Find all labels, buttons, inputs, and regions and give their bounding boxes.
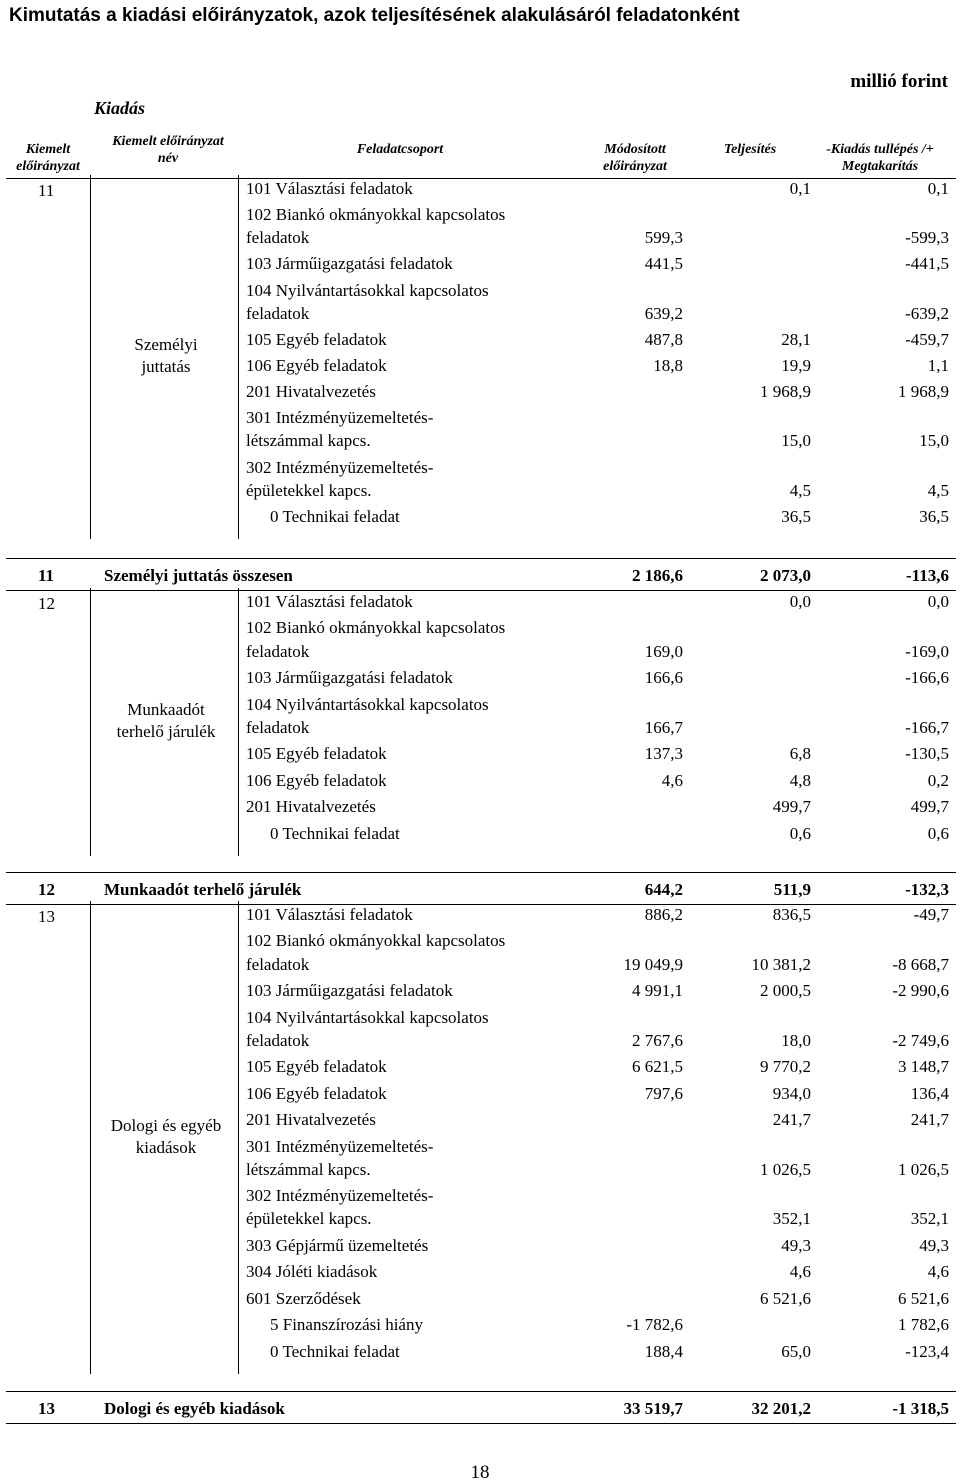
row-label: 105 Egyéb feladatok xyxy=(246,1057,387,1077)
total-rule-bottom xyxy=(6,1423,956,1424)
tullepes-value: 4,5 xyxy=(927,480,949,500)
row-label: 103 Járműigazgatási feladatok xyxy=(246,668,453,688)
total-teljesites: 2 073,0 xyxy=(760,566,811,585)
total-label: Munkaadót terhelő járulék xyxy=(104,880,302,899)
kiadas-header: Kiadás xyxy=(94,98,146,118)
tullepes-value: -459,7 xyxy=(905,329,949,349)
modositott-value: 6 621,5 xyxy=(632,1057,683,1077)
total-teljesites: 32 201,2 xyxy=(751,1399,811,1418)
modositott-value: -1 782,6 xyxy=(626,1315,683,1335)
teljesites-value: 49,3 xyxy=(781,1235,811,1255)
row-label: 102 Biankó okmányokkal kapcsolatos xyxy=(246,931,506,951)
modositott-value: 2 767,6 xyxy=(632,1030,683,1050)
group-name: Személyi juttatás xyxy=(134,335,198,376)
row-label: 201 Hivatalvezetés xyxy=(246,382,376,402)
header-kiemelt-nev: Kiemelt előirányzat név xyxy=(112,134,224,166)
row-label: 103 Járműigazgatási feladatok xyxy=(246,981,453,1001)
teljesites-value: 352,1 xyxy=(772,1209,811,1229)
modositott-value: 19 049,9 xyxy=(623,954,683,974)
group-code: 12 xyxy=(38,594,55,613)
modositott-value: 188,4 xyxy=(644,1341,683,1361)
row-label: 106 Egyéb feladatok xyxy=(246,770,387,790)
tullepes-value: 0,2 xyxy=(927,770,949,790)
tullepes-value: 4,6 xyxy=(927,1262,949,1282)
modositott-value: 137,3 xyxy=(644,744,683,764)
tullepes-value: 1 968,9 xyxy=(898,382,949,402)
row-label: 104 Nyilvántartásokkal kapcsolatos xyxy=(246,280,489,300)
tullepes-value: 0,1 xyxy=(927,179,949,198)
row-label: feladatok xyxy=(246,303,310,323)
group-name: Dologi és egyéb kiadások xyxy=(110,1115,222,1157)
tullepes-value: 15,0 xyxy=(919,431,949,451)
tullepes-value: 0,6 xyxy=(927,823,949,843)
total-code: 12 xyxy=(38,880,55,899)
row-label: 104 Nyilvántartásokkal kapcsolatos xyxy=(246,1007,489,1027)
tullepes-value: 3 148,7 xyxy=(898,1057,949,1077)
row-label: 304 Jóléti kiadások xyxy=(246,1262,378,1282)
modositott-value: 797,6 xyxy=(644,1083,683,1103)
row-label: 105 Egyéb feladatok xyxy=(246,744,387,764)
modositott-value: 639,2 xyxy=(644,303,683,323)
column-separator xyxy=(238,175,239,539)
tullepes-value: 49,3 xyxy=(919,1235,949,1255)
header-rule xyxy=(6,178,956,179)
teljesites-value: 36,5 xyxy=(781,506,811,526)
tullepes-value: 1 782,6 xyxy=(898,1315,949,1335)
header-tullepes: -Kiadás tullépés /+ Megtakarítás xyxy=(826,142,934,174)
tullepes-value: -441,5 xyxy=(905,254,949,274)
total-tullepes: -113,6 xyxy=(906,566,949,585)
tullepes-value: -599,3 xyxy=(905,228,949,248)
tullepes-value: -639,2 xyxy=(905,303,949,323)
total-modositott: 33 519,7 xyxy=(623,1399,683,1418)
row-label: feladatok xyxy=(246,1030,310,1050)
tullepes-value: 241,7 xyxy=(910,1110,949,1130)
header-modositott: Módosított előirányzat xyxy=(603,142,667,174)
tullepes-value: -2 749,6 xyxy=(892,1030,949,1050)
column-separator xyxy=(90,588,91,856)
teljesites-value: 15,0 xyxy=(781,431,811,451)
row-label: 301 Intézményüzemeltetés- xyxy=(246,408,434,428)
row-label: 201 Hivatalvezetés xyxy=(246,1110,376,1130)
row-label: 106 Egyéb feladatok xyxy=(246,1083,387,1103)
tullepes-value: -49,7 xyxy=(913,905,949,924)
teljesites-value: 18,0 xyxy=(781,1030,811,1050)
row-label: 302 Intézményüzemeltetés- xyxy=(246,1186,434,1206)
column-separator xyxy=(238,901,239,1374)
row-label: feladatok xyxy=(246,228,310,248)
group-code: 11 xyxy=(38,181,55,200)
teljesites-value: 1 968,9 xyxy=(760,382,811,402)
modositott-value: 886,2 xyxy=(644,905,683,924)
header-feladatcsoport: Feladatcsoport xyxy=(356,142,444,157)
total-code: 11 xyxy=(38,566,55,585)
row-label: 102 Biankó okmányokkal kapcsolatos xyxy=(246,205,506,225)
row-label: 103 Járműigazgatási feladatok xyxy=(246,254,453,274)
teljesites-value: 9 770,2 xyxy=(760,1057,811,1077)
row-label: 105 Egyéb feladatok xyxy=(246,329,387,349)
row-label: 0 Technikai feladat xyxy=(270,1341,400,1361)
total-modositott: 2 186,6 xyxy=(632,566,683,585)
tullepes-value: -130,5 xyxy=(905,744,949,764)
tullepes-value: 6 521,6 xyxy=(898,1288,949,1308)
group-code: 13 xyxy=(38,907,55,926)
teljesites-value: 0,0 xyxy=(789,592,811,611)
row-label: létszámmal kapcs. xyxy=(246,431,371,451)
teljesites-value: 4,6 xyxy=(789,1262,811,1282)
header-kiemelt-eloiranyzat: Kiemelt előirányzat xyxy=(16,142,80,174)
row-label: 104 Nyilvántartásokkal kapcsolatos xyxy=(246,694,489,714)
row-label: 0 Technikai feladat xyxy=(270,506,400,526)
row-label: épületekkel kapcs. xyxy=(246,480,372,500)
teljesites-value: 6,8 xyxy=(789,744,811,764)
row-label: 0 Technikai feladat xyxy=(270,823,400,843)
total-label: Dologi és egyéb kiadások xyxy=(104,1399,285,1418)
row-label: 106 Egyéb feladatok xyxy=(246,356,387,375)
tullepes-value: -166,6 xyxy=(905,668,949,688)
row-label: feladatok xyxy=(246,717,310,737)
row-label: 303 Gépjármű üzemeltetés xyxy=(246,1235,429,1255)
tullepes-value: 1 026,5 xyxy=(898,1159,949,1179)
tullepes-value: 1,1 xyxy=(927,356,949,375)
modositott-value: 487,8 xyxy=(644,329,683,349)
column-separator xyxy=(90,175,91,539)
total-rule-top xyxy=(6,558,956,559)
teljesites-value: 19,9 xyxy=(781,356,811,375)
teljesites-value: 4,8 xyxy=(789,770,811,790)
tullepes-value: -8 668,7 xyxy=(892,954,949,974)
total-rule-top xyxy=(6,872,956,873)
teljesites-value: 28,1 xyxy=(781,329,811,349)
teljesites-value: 499,7 xyxy=(772,797,811,817)
teljesites-value: 0,1 xyxy=(789,179,811,198)
tullepes-value: 136,4 xyxy=(910,1083,949,1103)
tullepes-value: -2 990,6 xyxy=(892,981,949,1001)
row-label: 102 Biankó okmányokkal kapcsolatos xyxy=(246,618,506,638)
teljesites-value: 934,0 xyxy=(772,1083,811,1103)
modositott-value: 169,0 xyxy=(644,641,683,661)
row-label: épületekkel kapcs. xyxy=(246,1209,372,1229)
row-label: 5 Finanszírozási hiány xyxy=(270,1315,423,1335)
page-number: 18 xyxy=(470,1462,490,1483)
total-label: Személyi juttatás összesen xyxy=(104,566,293,585)
total-modositott: 644,2 xyxy=(644,880,683,899)
teljesites-value: 241,7 xyxy=(772,1110,811,1130)
row-label: 201 Hivatalvezetés xyxy=(246,797,376,817)
teljesites-value: 836,5 xyxy=(772,905,811,924)
row-label: 101 Választási feladatok xyxy=(246,592,413,611)
row-label: feladatok xyxy=(246,641,310,661)
modositott-value: 441,5 xyxy=(644,254,683,274)
column-separator xyxy=(90,901,91,1374)
tullepes-value: 499,7 xyxy=(910,797,949,817)
row-label: 101 Választási feladatok xyxy=(246,179,413,198)
total-rule-top xyxy=(6,1391,956,1392)
teljesites-value: 6 521,6 xyxy=(760,1288,811,1308)
total-rule-bottom xyxy=(6,590,956,591)
total-tullepes: -1 318,5 xyxy=(892,1399,949,1418)
modositott-value: 4,6 xyxy=(661,770,683,790)
modositott-value: 18,8 xyxy=(653,356,683,375)
total-code: 13 xyxy=(38,1399,55,1418)
header-teljesites: Teljesítés xyxy=(723,142,777,157)
tullepes-value: 352,1 xyxy=(910,1209,949,1229)
unit-label: millió forint xyxy=(850,71,948,92)
row-label: 601 Szerződések xyxy=(246,1288,361,1308)
group-name: Munkaadót terhelő járulék xyxy=(116,700,216,741)
tullepes-value: -123,4 xyxy=(905,1341,949,1361)
page-title: Kimutatás a kiadási előirányzatok, azok teljesítésének alakulásáról feladatonként xyxy=(9,5,740,26)
modositott-value: 166,7 xyxy=(644,717,683,737)
column-separator xyxy=(238,588,239,856)
teljesites-value: 2 000,5 xyxy=(760,981,811,1001)
row-label: létszámmal kapcs. xyxy=(246,1159,371,1179)
row-label: 101 Választási feladatok xyxy=(246,905,413,924)
total-tullepes: -132,3 xyxy=(905,880,949,899)
teljesites-value: 10 381,2 xyxy=(751,954,811,974)
modositott-value: 4 991,1 xyxy=(632,981,683,1001)
teljesites-value: 4,5 xyxy=(789,480,811,500)
teljesites-value: 0,6 xyxy=(789,823,811,843)
teljesites-value: 1 026,5 xyxy=(760,1159,811,1179)
tullepes-value: -166,7 xyxy=(905,717,949,737)
teljesites-value: 65,0 xyxy=(781,1341,811,1361)
modositott-value: 599,3 xyxy=(644,228,683,248)
total-teljesites: 511,9 xyxy=(773,880,811,899)
modositott-value: 166,6 xyxy=(644,668,683,688)
row-label: 302 Intézményüzemeltetés- xyxy=(246,457,434,477)
row-label: feladatok xyxy=(246,954,310,974)
tullepes-value: -169,0 xyxy=(905,641,949,661)
tullepes-value: 36,5 xyxy=(919,506,949,526)
row-label: 301 Intézményüzemeltetés- xyxy=(246,1136,434,1156)
tullepes-value: 0,0 xyxy=(927,592,949,611)
